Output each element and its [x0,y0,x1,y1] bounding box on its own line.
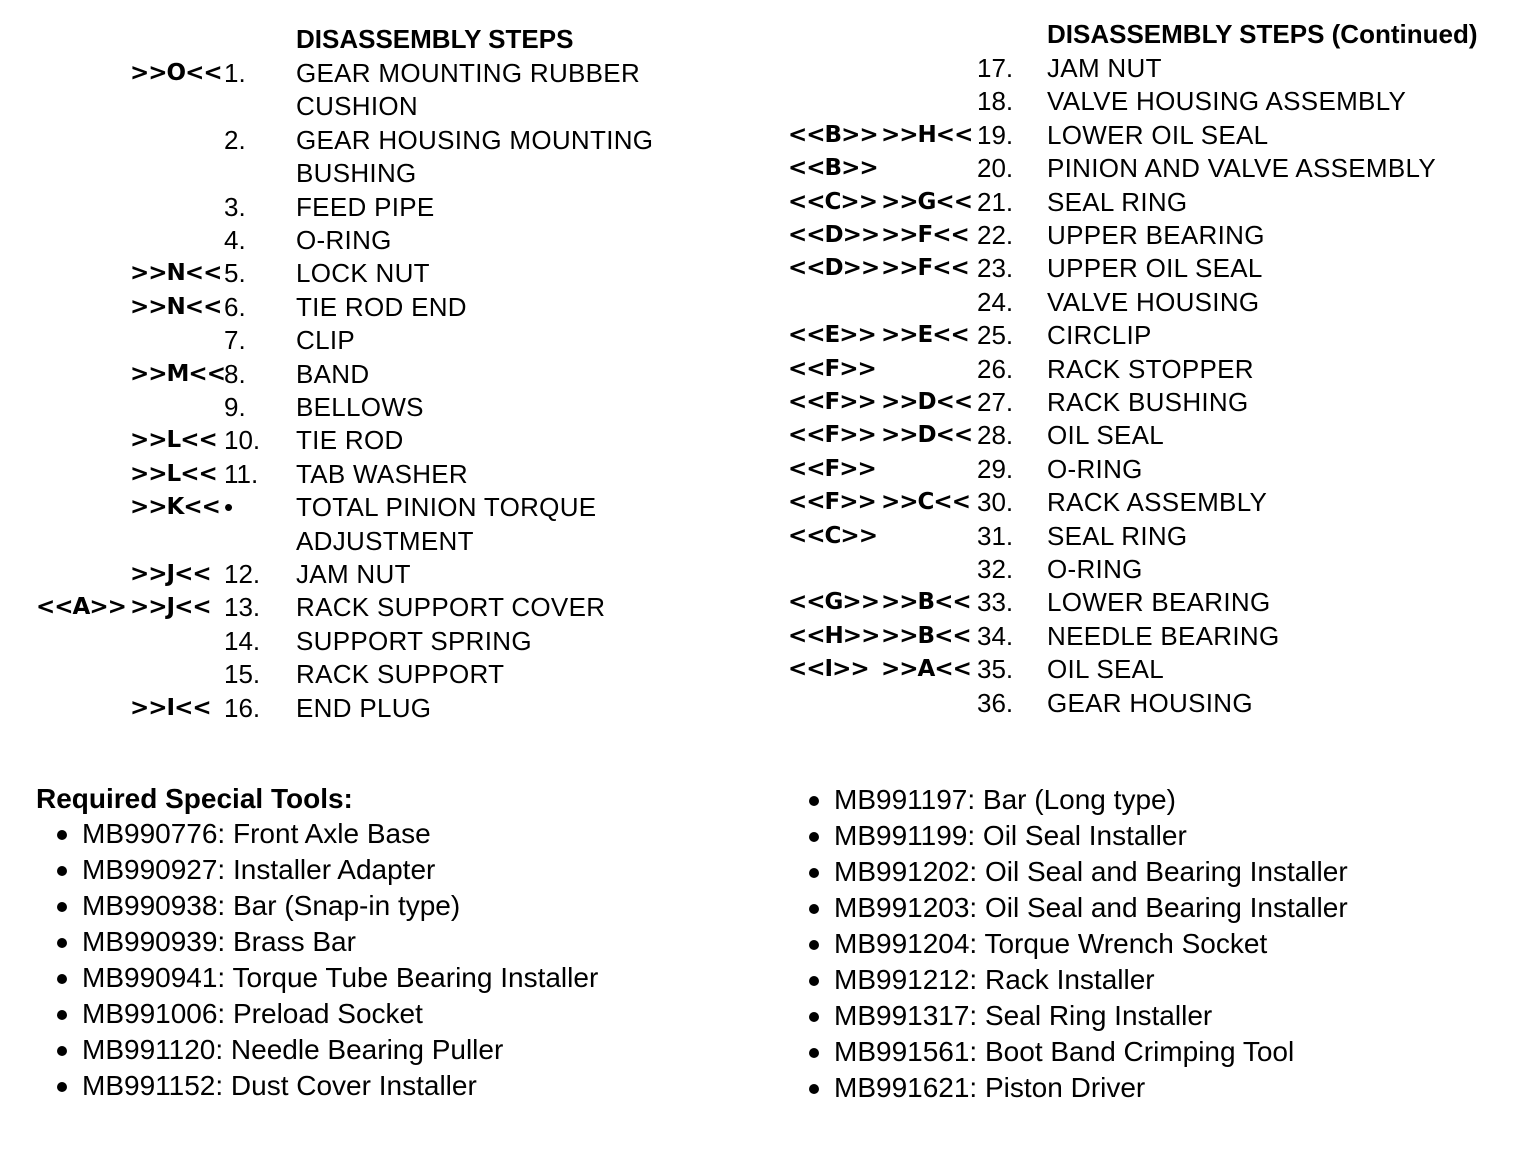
step-label: JAM NUT [1047,53,1162,83]
step-number: 5. [224,258,246,289]
step-row [0,327,780,361]
bullet-icon [809,832,819,842]
step-number: 31. [977,520,1014,551]
tools-heading: Required Special Tools: [36,783,353,814]
step-label: BUSHING [296,158,417,189]
bullet-icon [57,938,67,948]
step-number: 22. [977,220,1014,250]
step-number: 25. [977,320,1014,351]
step-row [0,227,780,261]
step-row [0,427,780,461]
bullet-icon [57,974,67,984]
tool-label: MB990938: Bar (Snap-in type) [82,890,461,921]
step-number: • [224,492,234,523]
tool-item [800,926,1348,962]
step-number: 30. [977,487,1014,518]
step-label: RACK ASSEMBLY [1047,487,1268,518]
tools-list [36,816,598,1104]
step-label: VALVE HOUSING ASSEMBLY [1047,86,1407,117]
service-mark-reassembly: >>G<< [881,188,972,215]
bullet-icon [57,1010,67,1020]
service-mark-reassembly: >>D<< [881,389,973,415]
step-row [0,291,780,328]
step-label: BAND [296,358,370,389]
tool-item [800,782,1348,818]
step-row [0,625,780,662]
step-row [770,589,1536,623]
service-mark-reassembly: >>L<< [130,427,217,454]
service-mark-disassembly: <<H>> [788,622,880,649]
step-number: 6. [224,291,246,322]
tool-item [36,816,598,852]
step-number: 2. [224,124,246,155]
step-row [0,494,780,528]
service-mark-disassembly: <<F>> [788,422,876,449]
bullet-icon [57,902,67,912]
step-row [0,525,780,562]
bullet-icon [809,1048,819,1058]
tool-item [800,1070,1348,1106]
step-label: UPPER BEARING [1047,220,1265,250]
step-number: 13. [224,592,261,623]
step-number: 12. [224,559,261,589]
tool-label: MB991197: Bar (Long type) [834,784,1176,815]
step-number: 18. [977,86,1014,117]
service-mark-reassembly: >>I<< [130,694,211,721]
step-label: LOWER OIL SEAL [1047,119,1269,150]
step-row [0,260,780,294]
step-label: TIE ROD END [296,291,467,322]
tool-item [36,996,598,1032]
service-mark-reassembly: >>J<< [130,594,211,621]
step-row [770,186,1536,223]
step-label: SUPPORT SPRING [296,625,532,656]
tool-item [36,960,598,996]
step-label: FEED PIPE [296,191,435,222]
service-mark-reassembly: >>A<< [881,656,971,683]
step-label: END PLUG [296,692,432,723]
tool-label: MB991204: Torque Wrench Socket [834,928,1268,959]
service-mark-reassembly: >>C<< [881,489,970,516]
tool-label: MB991152: Dust Cover Installer [82,1070,477,1101]
step-number: 10. [224,425,261,456]
step-label: OIL SEAL [1047,420,1165,451]
step-number: 34. [977,620,1014,651]
step-row [770,453,1536,490]
bullet-icon [809,940,819,950]
service-mark-reassembly: >>M<< [130,360,225,387]
tool-item [800,854,1348,890]
step-number: 27. [977,387,1014,417]
service-mark-disassembly: <<D>> [788,255,880,282]
step-label: PINION AND VALVE ASSEMBLY [1047,153,1436,184]
step-row [0,561,780,595]
step-row [0,692,780,729]
service-mark-disassembly: <<B>> [788,155,878,182]
step-label: CLIP [296,325,356,356]
step-label: GEAR MOUNTING RUBBER [296,58,641,88]
service-mark-disassembly: <<F>> [788,455,876,482]
steps-heading: DISASSEMBLY STEPS [296,24,574,54]
tool-label: MB991203: Oil Seal and Bearing Installer [834,892,1348,923]
step-number: 24. [977,286,1014,317]
bullet-icon [809,904,819,914]
service-mark-reassembly: >>F<< [881,255,969,282]
service-mark-reassembly: >>N<< [130,260,222,287]
step-label: RACK STOPPER [1047,353,1254,384]
step-number: 17. [977,53,1014,83]
tool-item [800,998,1348,1034]
service-mark-disassembly: <<D>> [788,222,880,248]
tool-label: MB991199: Oil Seal Installer [834,820,1187,851]
step-row [0,124,780,161]
tool-item [36,888,598,924]
tools-list-continued [800,782,1348,1106]
step-row [0,93,780,127]
step-label: BELLOWS [296,392,424,422]
tool-label: MB990776: Front Axle Base [82,818,431,849]
step-row [770,286,1536,323]
tool-item [800,962,1348,998]
step-row [770,155,1536,189]
step-row [770,489,1536,523]
tool-item [36,1032,598,1068]
service-mark-reassembly: >>N<< [130,293,222,320]
step-number: 14. [224,625,261,656]
service-mark-reassembly: >>H<< [881,121,973,148]
step-label: O-RING [1047,453,1143,484]
service-mark-reassembly: >>E<< [881,322,969,349]
step-row [770,88,1536,122]
step-label: TIE ROD [296,425,404,456]
service-mark-reassembly: >>D<< [881,422,973,449]
step-number: 1. [224,58,246,88]
step-label: UPPER OIL SEAL [1047,253,1263,284]
step-label: RACK SUPPORT COVER [296,592,606,623]
steps-continued-heading: DISASSEMBLY STEPS (Continued) [1047,19,1478,49]
tool-label: MB990939: Brass Bar [82,926,356,957]
step-label: NEEDLE BEARING [1047,620,1280,651]
step-row [0,661,780,695]
tool-label: MB991212: Rack Installer [834,964,1155,995]
tool-item [800,818,1348,854]
step-number: 3. [224,191,246,222]
step-row [0,191,780,228]
step-row [770,656,1536,690]
step-row [0,60,780,94]
tool-label: MB991006: Preload Socket [82,998,423,1029]
service-mark-reassembly: >>L<< [130,460,217,487]
step-number: 35. [977,654,1014,685]
step-label: O-RING [1047,554,1143,584]
step-row [770,222,1536,256]
service-mark-reassembly: >>J<< [130,561,211,587]
step-label: O-RING [296,225,392,255]
step-row [770,422,1536,456]
tool-label: MB991120: Needle Bearing Puller [82,1034,504,1065]
step-number: 33. [977,587,1014,618]
service-mark-reassembly: >>K<< [130,494,220,521]
special-tools-left [36,782,598,1104]
service-mark-disassembly: <<C>> [788,522,877,549]
bullet-icon [809,976,819,986]
step-number: 4. [224,225,246,255]
step-number: 32. [977,554,1014,584]
step-label: GEAR HOUSING MOUNTING [296,124,654,155]
step-label: VALVE HOUSING [1047,286,1260,317]
step-row [0,594,780,628]
step-number: 9. [224,392,246,422]
step-row [0,358,780,395]
step-number: 16. [224,692,261,723]
step-row [770,620,1536,657]
step-number: 19. [977,119,1014,150]
step-row [770,255,1536,289]
bullet-icon [57,1082,67,1092]
tool-item [36,924,598,960]
bullet-icon [57,1046,67,1056]
tool-label: MB990927: Installer Adapter [82,854,436,885]
tool-item [800,1034,1348,1070]
step-number: 28. [977,420,1014,451]
service-mark-disassembly: <<G>> [788,589,879,616]
step-row [770,55,1536,89]
step-number: 21. [977,186,1014,217]
step-label: OIL SEAL [1047,654,1165,685]
service-mark-disassembly: <<F>> [788,355,876,382]
service-mark-disassembly: <<E>> [788,322,876,349]
step-row [770,520,1536,557]
step-label: CIRCLIP [1047,320,1152,351]
service-mark-disassembly: <<A>> [36,594,126,621]
tool-item [800,890,1348,926]
bullet-icon [809,1012,819,1022]
step-label: LOCK NUT [296,258,430,289]
step-row [0,394,780,428]
service-mark-disassembly: <<F>> [788,489,876,516]
bullet-icon [809,1084,819,1094]
step-number: 23. [977,253,1014,284]
service-mark-disassembly: <<C>> [788,188,877,215]
step-label: TAB WASHER [296,458,469,489]
step-row [770,353,1536,390]
step-number: 7. [224,325,246,356]
step-label: GEAR HOUSING [1047,687,1253,718]
step-label: SEAL RING [1047,520,1188,551]
step-number: 11. [224,458,259,489]
step-row [770,556,1536,590]
step-label: TOTAL PINION TORQUE [296,492,597,523]
service-mark-reassembly: >>B<< [881,622,971,649]
step-number: 29. [977,453,1014,484]
step-number: 20. [977,153,1014,184]
tool-label: MB991202: Oil Seal and Bearing Installer [834,856,1348,887]
step-label: JAM NUT [296,559,411,589]
step-row [0,160,780,194]
service-mark-disassembly: <<B>> [788,121,878,148]
step-label: CUSHION [296,91,418,122]
special-tools-right [800,782,1348,1106]
bullet-icon [57,830,67,840]
step-row [0,458,780,495]
tool-item [36,852,598,888]
step-label: SEAL RING [1047,186,1188,217]
step-row [770,322,1536,356]
service-mark-reassembly: >>B<< [881,589,971,616]
step-row [770,389,1536,423]
tool-item [36,1068,598,1104]
step-label: ADJUSTMENT [296,525,474,556]
step-number: 36. [977,687,1014,718]
service-mark-disassembly: <<I>> [788,656,869,683]
service-mark-reassembly: >>O<< [130,60,222,86]
step-label: RACK SUPPORT [296,659,505,690]
step-row [770,119,1536,156]
bullet-icon [809,868,819,878]
step-number: 8. [224,358,246,389]
step-row [770,687,1536,724]
tool-label: MB991561: Boot Band Crimping Tool [834,1036,1295,1067]
tool-label: MB990941: Torque Tube Bearing Installer [82,962,599,993]
service-mark-reassembly: >>F<< [881,222,969,248]
bullet-icon [57,866,67,876]
bullet-icon [809,796,819,806]
step-label: RACK BUSHING [1047,387,1249,417]
service-mark-disassembly: <<F>> [788,389,876,415]
step-label: LOWER BEARING [1047,587,1271,618]
step-number: 26. [977,353,1014,384]
tool-label: MB991621: Piston Driver [834,1072,1146,1103]
step-number: 15. [224,659,261,690]
tool-label: MB991317: Seal Ring Installer [834,1000,1213,1031]
